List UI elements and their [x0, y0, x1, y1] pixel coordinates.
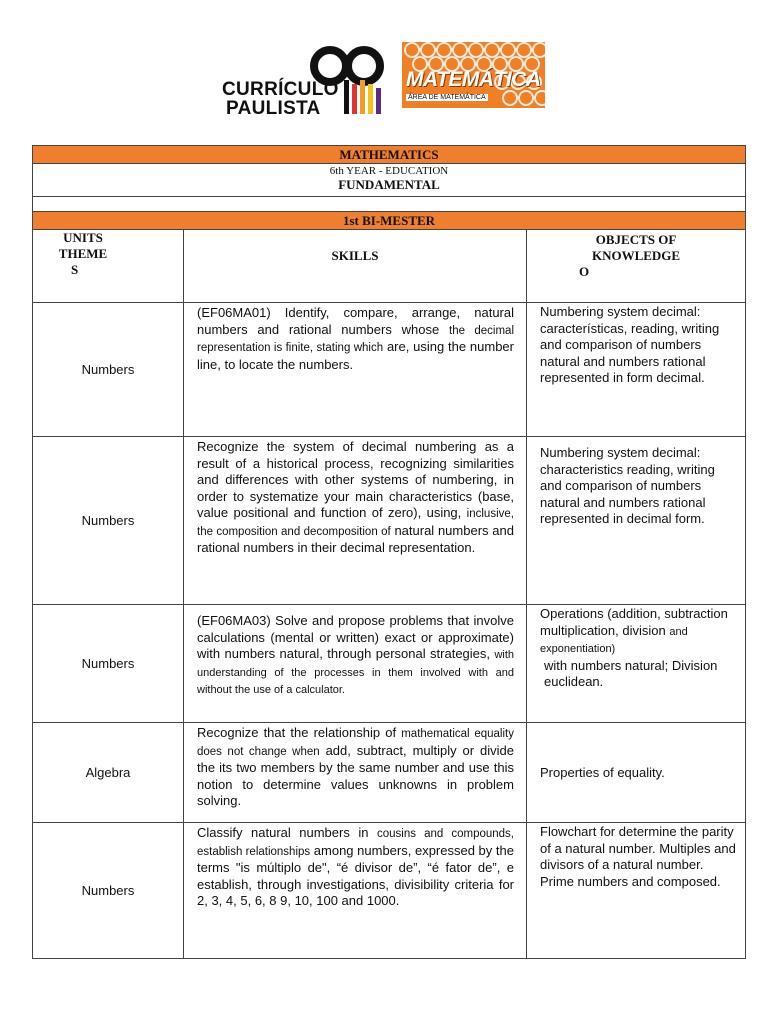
skill-text: natural numbers and rational numbers in their decimal representation. — [197, 522, 514, 555]
object-cell: Flowchart for determine the parity of a natural number. Multiples and divisors of a natural number. Prime numbers and composed. — [527, 823, 746, 959]
header-units-line1: UNITS — [63, 230, 103, 245]
skill-cell — [184, 303, 527, 437]
subject-title: MATHEMATICS — [33, 146, 746, 164]
header-units-line3: S — [71, 262, 79, 277]
skill-text: the decimal representation is finite, stating which — [197, 324, 514, 354]
skill-text: (EF06MA03) Solve and propose problems that involve calculations (mental or written) exact or approximate) with numbers natural, through personal strategies, — [197, 613, 514, 661]
header-objects — [527, 230, 746, 303]
table-row — [33, 823, 746, 959]
object-cell: Numbering system decimal: characteristics reading, writing and comparison of numbers natural and numbers rational represented in decimal form. — [527, 437, 746, 605]
header-objects-line1: OBJECTS OF — [595, 232, 677, 247]
header-objects-line3: O — [579, 264, 590, 279]
skill-cell — [184, 605, 527, 723]
table-row — [33, 723, 746, 823]
header-skills: SKILLS — [184, 230, 527, 303]
period-title: 1st BI-MESTER — [33, 212, 746, 230]
object-cell — [527, 605, 746, 723]
unit-cell: Numbers — [33, 605, 184, 723]
unit-cell: Algebra — [33, 723, 184, 823]
table-row — [33, 437, 746, 605]
curriculo-infinity-icon — [308, 44, 388, 116]
skill-text: Recognize that the relationship of — [197, 725, 397, 740]
header-units — [33, 230, 184, 303]
curriculo-line2: PAULISTA — [226, 98, 321, 119]
matematica-subtitle: ÁREA DE MATEMÁTICA — [408, 94, 486, 101]
skill-cell — [184, 437, 527, 605]
object-text: with numbers natural; Division euclidean. — [544, 657, 718, 689]
skill-text: (EF06MA01) Identify, compare, arrange, natural numbers and rational numbers whose — [197, 305, 514, 337]
skill-cell — [184, 723, 527, 823]
header-units-line2: THEME — [58, 246, 108, 261]
matematica-logo — [402, 42, 545, 108]
year-line: 6th YEAR - EDUCATION — [329, 165, 449, 177]
object-cell: Properties of equality. — [527, 723, 746, 823]
object-text: Operations (addition, subtraction multiplication, division — [540, 606, 728, 638]
skill-text: add, subtract, multiply or divide the its two members by the same number and use this notion to determine values unknowns in problem solving. — [197, 742, 514, 808]
level-line: FUNDAMENTAL — [338, 177, 440, 192]
skill-text: cousins and compounds, establish relationships — [197, 828, 514, 858]
spacer-row — [33, 197, 746, 212]
header-objects-line2: KNOWLEDGE — [591, 248, 681, 263]
curriculo-paulista-logo — [222, 44, 387, 119]
matematica-title: MATEMÁTICA — [406, 68, 541, 91]
year-level-cell — [33, 164, 746, 197]
table-row — [33, 303, 746, 437]
unit-cell: Numbers — [33, 823, 184, 959]
header-row — [33, 230, 746, 303]
skill-cell — [184, 823, 527, 959]
object-cell: Numbering system decimal: características, reading, writing and comparison of numbers natural and numbers rational represented in form decimal. — [527, 303, 746, 437]
skill-text: Classify natural numbers in — [197, 825, 369, 840]
object-text: and exponentiation) — [540, 625, 688, 655]
header-logos — [0, 40, 768, 120]
skill-text: among numbers, expressed by the terms "is múltiplo de", “é divisor de”, “é fator de”, e establish, through investigations, divisibility criteria for 2, 3, 4, 5, 6, 8 9, 10, 100 and 1000. — [197, 842, 514, 908]
unit-cell: Numbers — [33, 303, 184, 437]
skill-text: Recognize the system of decimal numbering as a result of a historical process, recognizing similarities and differences with other systems of numbering, in order to systematize your main characteristics (base, value positional and function of zero), using, — [197, 439, 514, 520]
skill-text: are, using the number line, to locate the numbers. — [197, 339, 514, 372]
table-row — [33, 605, 746, 723]
skill-text: with understanding of the processes in them involved with and without the use of a calculator. — [197, 649, 514, 696]
skill-text: inclusive, the composition and decomposition of — [197, 508, 514, 538]
unit-cell: Numbers — [33, 437, 184, 605]
curriculo-line1: CURRÍCULO — [222, 79, 339, 100]
skill-text: mathematical equality does not change when — [197, 728, 514, 758]
curriculum-table — [32, 145, 746, 959]
